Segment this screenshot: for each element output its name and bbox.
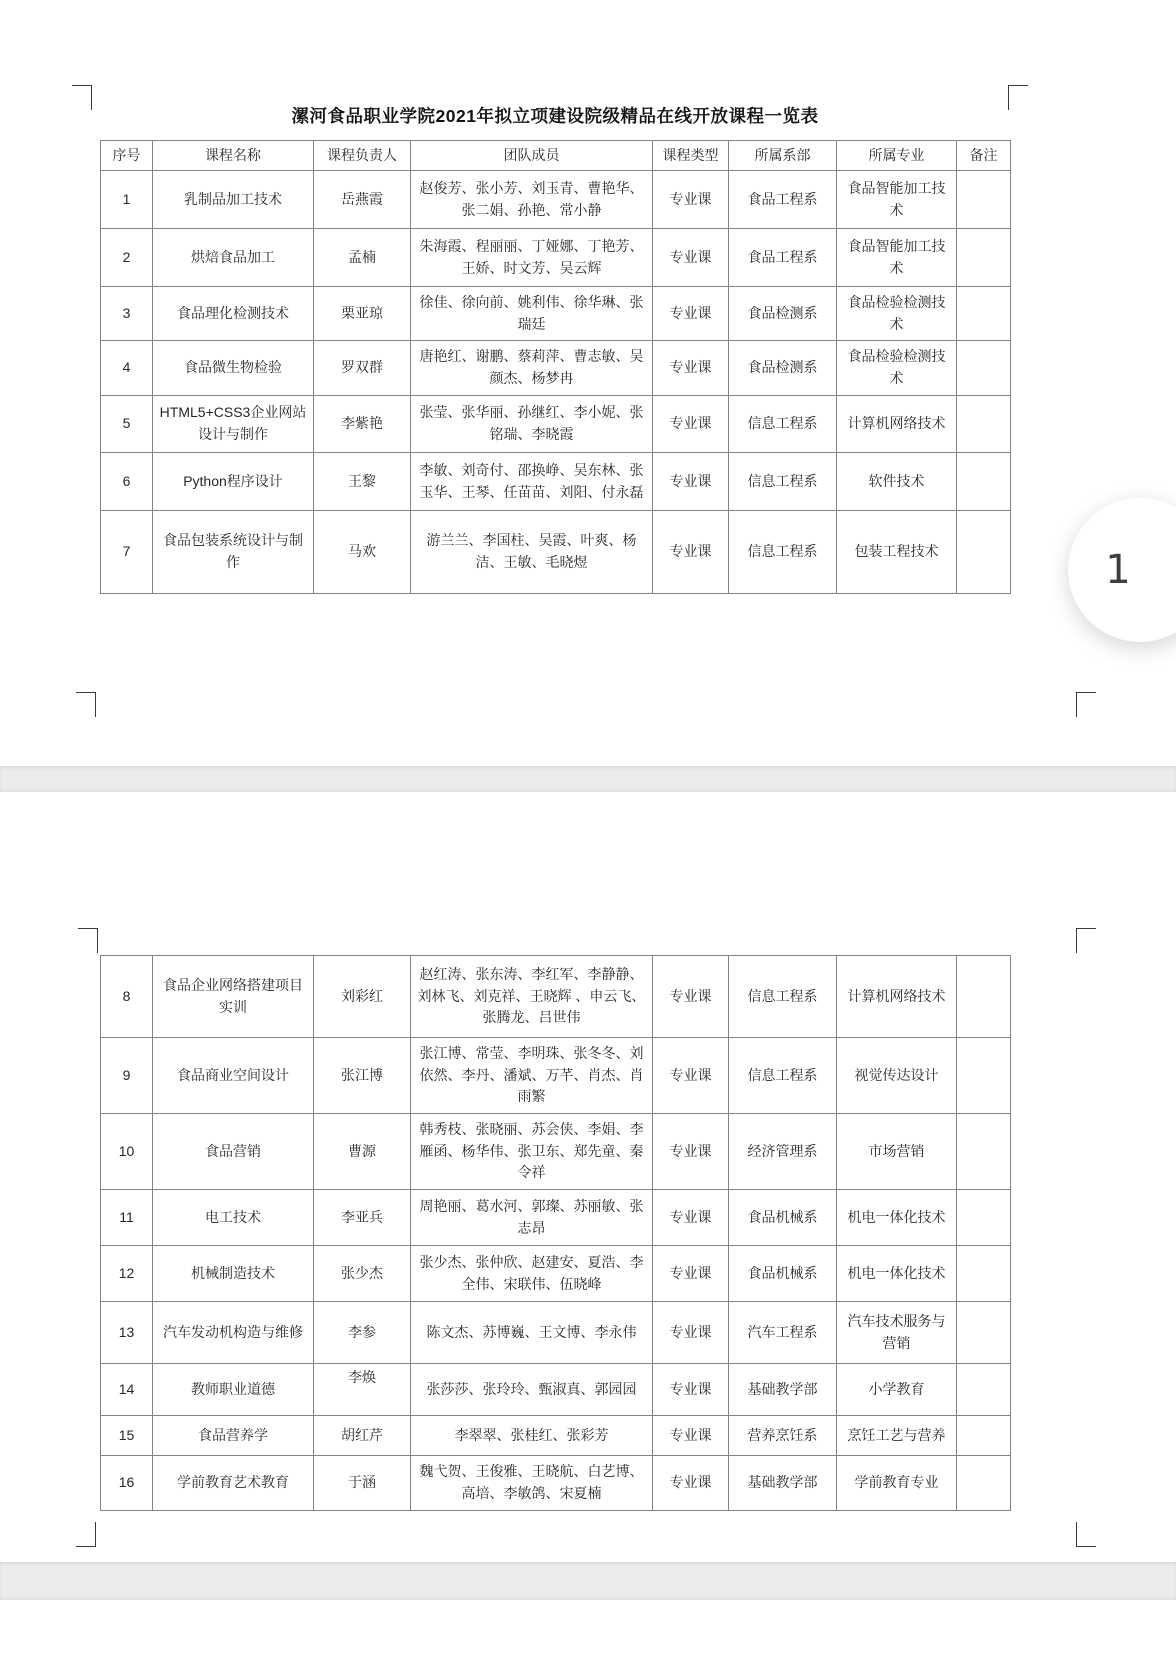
cell-dept: 基础教学部: [729, 1456, 837, 1511]
cell-no: 3: [101, 287, 153, 341]
cell-dept: 信息工程系: [729, 1038, 837, 1114]
cell-note: [957, 1302, 1011, 1364]
cell-leader: 张少杰: [314, 1246, 411, 1302]
cell-dept: 食品检测系: [729, 287, 837, 341]
cell-leader: 李亚兵: [314, 1190, 411, 1246]
cell-major: 市场营销: [837, 1114, 957, 1190]
cell-leader: 王黎: [314, 453, 411, 511]
cell-major: 视觉传达设计: [837, 1038, 957, 1114]
cell-no: 6: [101, 453, 153, 511]
cell-leader: 罗双群: [314, 341, 411, 396]
cell-course: Python程序设计: [153, 453, 314, 511]
cell-team: 张莹、张华丽、孙继红、李小妮、张铭瑞、李晓霞: [411, 396, 653, 453]
cell-type: 专业课: [653, 1190, 729, 1246]
cell-team: 张少杰、张仲欣、赵建安、夏浩、李全伟、宋联伟、伍晓峰: [411, 1246, 653, 1302]
document-page-1: [0, 0, 1176, 766]
cell-note: [957, 1456, 1011, 1511]
cell-major: 机电一体化技术: [837, 1190, 957, 1246]
cell-course: 汽车发动机构造与维修: [153, 1302, 314, 1364]
cell-type: 专业课: [653, 1038, 729, 1114]
cell-major: 计算机网络技术: [837, 396, 957, 453]
cell-note: [957, 1364, 1011, 1416]
cell-team: 徐佳、徐向前、姚利伟、徐华琳、张瑞廷: [411, 287, 653, 341]
cell-team: 唐艳红、谢鹏、蔡莉萍、曹志敏、吴颜杰、杨梦冉: [411, 341, 653, 396]
table-row: [101, 1364, 1011, 1416]
cell-major: 包装工程技术: [837, 511, 957, 594]
cell-no: 7: [101, 511, 153, 594]
corner-mark-icon: [1008, 85, 1028, 110]
cell-type: 专业课: [653, 1114, 729, 1190]
cell-team: 周艳丽、葛水河、郭璨、苏丽敏、张志昂: [411, 1190, 653, 1246]
cell-course: 电工技术: [153, 1190, 314, 1246]
cell-course: 食品商业空间设计: [153, 1038, 314, 1114]
cell-leader: 胡红芹: [314, 1416, 411, 1456]
table-header-row: [101, 141, 1011, 171]
cell-leader: 栗亚琼: [314, 287, 411, 341]
cell-course: 烘焙食品加工: [153, 229, 314, 287]
cell-no: 13: [101, 1302, 153, 1364]
cell-type: 专业课: [653, 1302, 729, 1364]
corner-mark-icon: [1076, 1522, 1096, 1547]
header-dept: 所属系部: [729, 141, 837, 171]
header-course: 课程名称: [153, 141, 314, 171]
cell-leader: 于涵: [314, 1456, 411, 1511]
table-row: [101, 956, 1011, 1038]
cell-leader: 孟楠: [314, 229, 411, 287]
page-title: 漯河食品职业学院2021年拟立项建设院级精品在线开放课程一览表: [291, 106, 819, 126]
cell-major: 烹饪工艺与营养: [837, 1416, 957, 1456]
header-team: 团队成员: [411, 141, 653, 171]
cell-major: 软件技术: [837, 453, 957, 511]
cell-team: 张江博、常莹、李明珠、张冬冬、刘依然、李丹、潘斌、万芊、肖杰、肖雨繁: [411, 1038, 653, 1114]
cell-major: 汽车技术服务与营销: [837, 1302, 957, 1364]
document-page-2: [0, 792, 1176, 1562]
cell-no: 5: [101, 396, 153, 453]
cell-no: 16: [101, 1456, 153, 1511]
cell-leader: 刘彩红: [314, 956, 411, 1038]
cell-course: 食品理化检测技术: [153, 287, 314, 341]
cell-dept: 信息工程系: [729, 511, 837, 594]
cell-course: 教师职业道德: [153, 1364, 314, 1416]
cell-type: 专业课: [653, 396, 729, 453]
cell-leader: 曹源: [314, 1114, 411, 1190]
cell-course: 食品企业网络搭建项目实训: [153, 956, 314, 1038]
cell-dept: 汽车工程系: [729, 1302, 837, 1364]
cell-course: 食品包装系统设计与制作: [153, 511, 314, 594]
cell-dept: 食品工程系: [729, 171, 837, 229]
cell-dept: 营养烹饪系: [729, 1416, 837, 1456]
cell-team: 李敏、刘奇付、邵换峥、吴东林、张玉华、王琴、任苗苗、刘阳、付永磊: [411, 453, 653, 511]
cell-major: 食品智能加工技术: [837, 229, 957, 287]
cell-no: 2: [101, 229, 153, 287]
table-row: [101, 1038, 1011, 1114]
cell-leader: 李参: [314, 1302, 411, 1364]
cell-course: 食品微生物检验: [153, 341, 314, 396]
cell-no: 10: [101, 1114, 153, 1190]
corner-mark-icon: [78, 928, 98, 953]
cell-note: [957, 341, 1011, 396]
cell-note: [957, 171, 1011, 229]
header-leader: 课程负责人: [314, 141, 411, 171]
cell-team: 朱海霞、程丽丽、丁娅娜、丁艳芳、王娇、时文芳、吴云辉: [411, 229, 653, 287]
table-row: [101, 1302, 1011, 1364]
table-row: [101, 1416, 1011, 1456]
cell-course: 机械制造技术: [153, 1246, 314, 1302]
header-major: 所属专业: [837, 141, 957, 171]
table-row: [101, 511, 1011, 594]
cell-major: 小学教育: [837, 1364, 957, 1416]
cell-type: 专业课: [653, 511, 729, 594]
page-gap: [0, 766, 1176, 792]
cell-dept: 基础教学部: [729, 1364, 837, 1416]
table-row: [101, 396, 1011, 453]
cell-team: 李翠翠、张桂红、张彩芳: [411, 1416, 653, 1456]
cell-dept: 食品工程系: [729, 229, 837, 287]
cell-course: 食品营销: [153, 1114, 314, 1190]
cell-dept: 食品机械系: [729, 1246, 837, 1302]
cell-dept: 信息工程系: [729, 396, 837, 453]
header-note: 备注: [957, 141, 1011, 171]
cell-major: 食品检验检测技术: [837, 287, 957, 341]
cell-note: [957, 956, 1011, 1038]
cell-leader: 李焕: [314, 1364, 411, 1416]
cell-note: [957, 287, 1011, 341]
cell-no: 14: [101, 1364, 153, 1416]
cell-no: 1: [101, 171, 153, 229]
cell-course: 食品营养学: [153, 1416, 314, 1456]
header-no: 序号: [101, 141, 153, 171]
cell-note: [957, 1416, 1011, 1456]
cell-no: 9: [101, 1038, 153, 1114]
cell-note: [957, 396, 1011, 453]
cell-team: 韩秀枝、张晓丽、苏会侠、李娟、李雁函、杨华伟、张卫东、郑先童、秦令祥: [411, 1114, 653, 1190]
cell-major: 学前教育专业: [837, 1456, 957, 1511]
cell-dept: 食品机械系: [729, 1190, 837, 1246]
cell-type: 专业课: [653, 1456, 729, 1511]
document-page-3: [0, 1600, 1176, 1666]
cell-major: 计算机网络技术: [837, 956, 957, 1038]
cell-team: 魏弋贺、王俊雅、王晓航、白艺博、高培、李敏鸽、宋夏楠: [411, 1456, 653, 1511]
cell-type: 专业课: [653, 171, 729, 229]
cell-type: 专业课: [653, 287, 729, 341]
cell-type: 专业课: [653, 1416, 729, 1456]
cell-leader: 张江博: [314, 1038, 411, 1114]
cell-dept: 食品检测系: [729, 341, 837, 396]
cell-team: 赵红涛、张东涛、李红军、李静静、刘林飞、刘克祥、王晓辉 、申云飞、张腾龙、吕世伟: [411, 956, 653, 1038]
cell-type: 专业课: [653, 1364, 729, 1416]
cell-leader: 岳燕霞: [314, 171, 411, 229]
cell-leader: 马欢: [314, 511, 411, 594]
table-row: [101, 1190, 1011, 1246]
cell-team: 张莎莎、张玲玲、甄淑真、郭园园: [411, 1364, 653, 1416]
cell-course: 学前教育艺术教育: [153, 1456, 314, 1511]
cell-dept: 信息工程系: [729, 956, 837, 1038]
course-table-page-2: [100, 955, 1011, 1511]
cell-no: 12: [101, 1246, 153, 1302]
corner-mark-icon: [76, 692, 96, 717]
cell-note: [957, 229, 1011, 287]
cell-type: 专业课: [653, 453, 729, 511]
cell-dept: 信息工程系: [729, 453, 837, 511]
cell-course: 乳制品加工技术: [153, 171, 314, 229]
cell-note: [957, 511, 1011, 594]
cell-major: 食品智能加工技术: [837, 171, 957, 229]
corner-mark-icon: [1076, 928, 1096, 953]
table-row: [101, 341, 1011, 396]
cell-note: [957, 1038, 1011, 1114]
page-number-label: 1: [1105, 547, 1131, 593]
cell-no: 8: [101, 956, 153, 1038]
cell-leader: 李紫艳: [314, 396, 411, 453]
cell-type: 专业课: [653, 341, 729, 396]
corner-mark-icon: [1076, 692, 1096, 717]
cell-no: 4: [101, 341, 153, 396]
cell-type: 专业课: [653, 1246, 729, 1302]
cell-major: 食品检验检测技术: [837, 341, 957, 396]
cell-team: 陈文杰、苏博巍、王文博、李永伟: [411, 1302, 653, 1364]
cell-no: 11: [101, 1190, 153, 1246]
table-row: [101, 453, 1011, 511]
cell-course: HTML5+CSS3企业网站设计与制作: [153, 396, 314, 453]
cell-team: 赵俊芳、张小芳、刘玉青、曹艳华、张二娟、孙艳、常小静: [411, 171, 653, 229]
table-row: [101, 1456, 1011, 1511]
course-table-page-1: [100, 140, 1011, 594]
table-row: [101, 1114, 1011, 1190]
cell-dept: 经济管理系: [729, 1114, 837, 1190]
cell-no: 15: [101, 1416, 153, 1456]
header-type: 课程类型: [653, 141, 729, 171]
table-row: [101, 171, 1011, 229]
cell-note: [957, 1246, 1011, 1302]
cell-major: 机电一体化技术: [837, 1246, 957, 1302]
cell-type: 专业课: [653, 956, 729, 1038]
cell-note: [957, 453, 1011, 511]
corner-mark-icon: [72, 85, 92, 110]
table-row: [101, 1246, 1011, 1302]
cell-type: 专业课: [653, 229, 729, 287]
cell-note: [957, 1114, 1011, 1190]
table-row: [101, 229, 1011, 287]
cell-note: [957, 1190, 1011, 1246]
cell-team: 游兰兰、李国柱、吴霞、叶爽、杨洁、王敏、毛晓煜: [411, 511, 653, 594]
page-gap: [0, 1562, 1176, 1600]
table-row: [101, 287, 1011, 341]
corner-mark-icon: [76, 1522, 96, 1547]
